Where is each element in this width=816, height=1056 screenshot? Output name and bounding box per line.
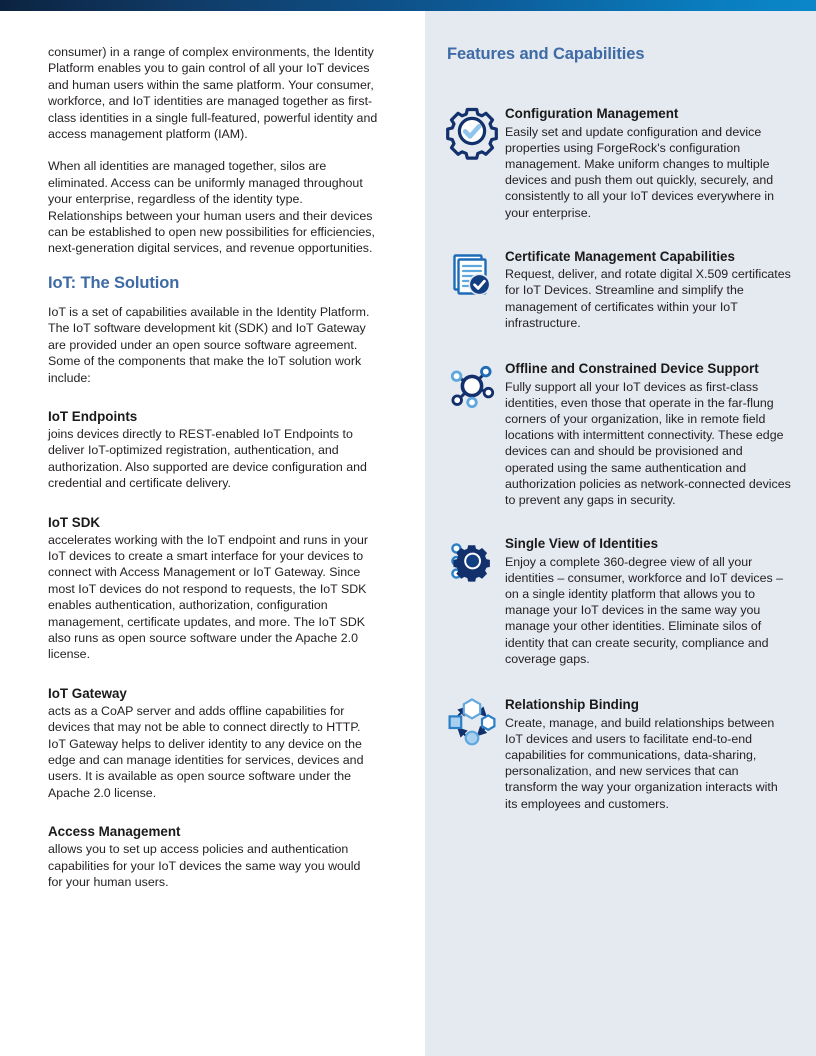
section-heading-iot-solution: IoT: The Solution xyxy=(48,273,180,292)
subheading-iot-endpoints: IoT Endpoints xyxy=(48,408,138,424)
feature-title: Configuration Management xyxy=(505,106,679,121)
left-column xyxy=(48,44,378,890)
feature-item-configuration-management xyxy=(447,104,792,221)
gear-nodes-icon xyxy=(447,534,505,586)
paragraph-access-management: allows you to set up access policies and authentication capabilities for your IoT devices the same way you would for your human users. xyxy=(48,842,361,890)
features-heading: Features and Capabilities xyxy=(447,45,645,63)
feature-title: Single View of Identities xyxy=(505,536,659,552)
feature-description: Easily set and update configuration and device properties using ForgeRock's configuration management. Make uniform changes to multiple devices and push them out quickly, securely, and consistently to all your IoT devices everywhere in your enterprise. xyxy=(505,124,775,220)
feature-text-relationship-binding xyxy=(505,695,792,812)
feature-title: Relationship Binding xyxy=(505,697,639,713)
network-hub-icon xyxy=(447,359,505,411)
top-accent-bar xyxy=(0,0,816,11)
right-column xyxy=(447,44,792,812)
feature-item-certificate-management xyxy=(447,247,792,331)
feature-item-relationship-binding xyxy=(447,695,792,812)
gear-check-icon xyxy=(447,104,505,156)
relationship-shapes-icon xyxy=(447,695,505,747)
body-paragraph-2: When all identities are managed together, silos are eliminated. Access can be uniformly managed throughout your enterprise, regardless of the identity type. Relationships between your human users and their devices can be established to open new possibilities for efficiencies, next-generation digital services, and revenue opportunities. xyxy=(48,159,375,256)
iot-intro-paragraph: IoT is a set of capabilities available in the Identity Platform. The IoT software development kit (SDK) and IoT Gateway are provided under an open source software agreement. Some of the components that make the IoT solution work include: xyxy=(48,304,370,385)
feature-description: Request, deliver, and rotate digital X.509 certificates for IoT Devices. Streamline and simplify the management of certificates within your IoT infrastructure. xyxy=(505,267,791,330)
subheading-iot-sdk: IoT SDK xyxy=(48,514,101,530)
paragraph-iot-sdk: accelerates working with the IoT endpoint and runs in your IoT devices to create a smart interface for your devices to connect with Access Management or IoT Gateway. Since most IoT devices do not respond to requests, the IoT SDK enables authentication, authorization, configuration management, certificate updates, and more. The IoT SDK also runs as open source software under the Apache 2.0 license. xyxy=(48,532,369,662)
paragraph-iot-gateway: acts as a CoAP server and adds offline capabilities for devices that may not be able to connect directly to HTTP. IoT Gateway helps to deliver identity to any device on the edge and can manage identities for services, devices and users. It is available as open source software under the Apache 2.0 license. xyxy=(48,703,364,800)
feature-description: Enjoy a complete 360-degree view of all your identities – consumer, workforce and IoT devices – on a single identity platform that allows you to manage your IoT devices in the same way you manage your other identities. Eliminate silos of identity that can create security, compliance and coverage gaps. xyxy=(505,554,784,666)
page-content xyxy=(0,11,816,1056)
paragraph-iot-endpoints: joins devices directly to REST-enabled IoT Endpoints to deliver IoT-optimized registration, authentication, and authorization. Also supported are device configuration and credential and certificate delivery. xyxy=(48,426,367,491)
feature-title: Offline and Constrained Device Support xyxy=(505,361,759,377)
certificate-check-icon xyxy=(447,247,505,299)
feature-title: Certificate Management Capabilities xyxy=(505,248,735,264)
feature-description: Create, manage, and build relationships between IoT devices and users to facilitate end-to-end capabilities for communications, data-sharing, personalization, and new services that can transform the way your organization interacts with its employees and customers. xyxy=(505,715,778,811)
feature-item-single-view-of-identities xyxy=(447,534,792,667)
subheading-iot-gateway: IoT Gateway xyxy=(48,685,127,701)
feature-description: Fully support all your IoT devices as first-class identities, even those that operate in the far-flung corners of your organization, like in remote field locations with intermittent connectivity. These edge devices can and should be provisioned and operated using the same authentication and authorization policies as network-connected devices to prevent any gaps in security. xyxy=(505,379,791,507)
feature-text-single-view-of-identities xyxy=(505,534,792,667)
feature-item-offline-constrained-device-support xyxy=(447,359,792,508)
subheading-access-management: Access Management xyxy=(48,824,181,840)
feature-text-certificate-management xyxy=(505,247,792,331)
body-paragraph-1: consumer) in a range of complex environments, the Identity Platform enables you to gain control of all your IoT devices and human users within the same platform. Your consumer, workforce, and IoT identities are managed together as first-class identities in a single full-featured, powerful identity and access management platform (IAM). xyxy=(48,45,378,142)
feature-text-configuration-management xyxy=(505,104,792,221)
feature-text-offline-constrained-device-support xyxy=(505,359,792,508)
